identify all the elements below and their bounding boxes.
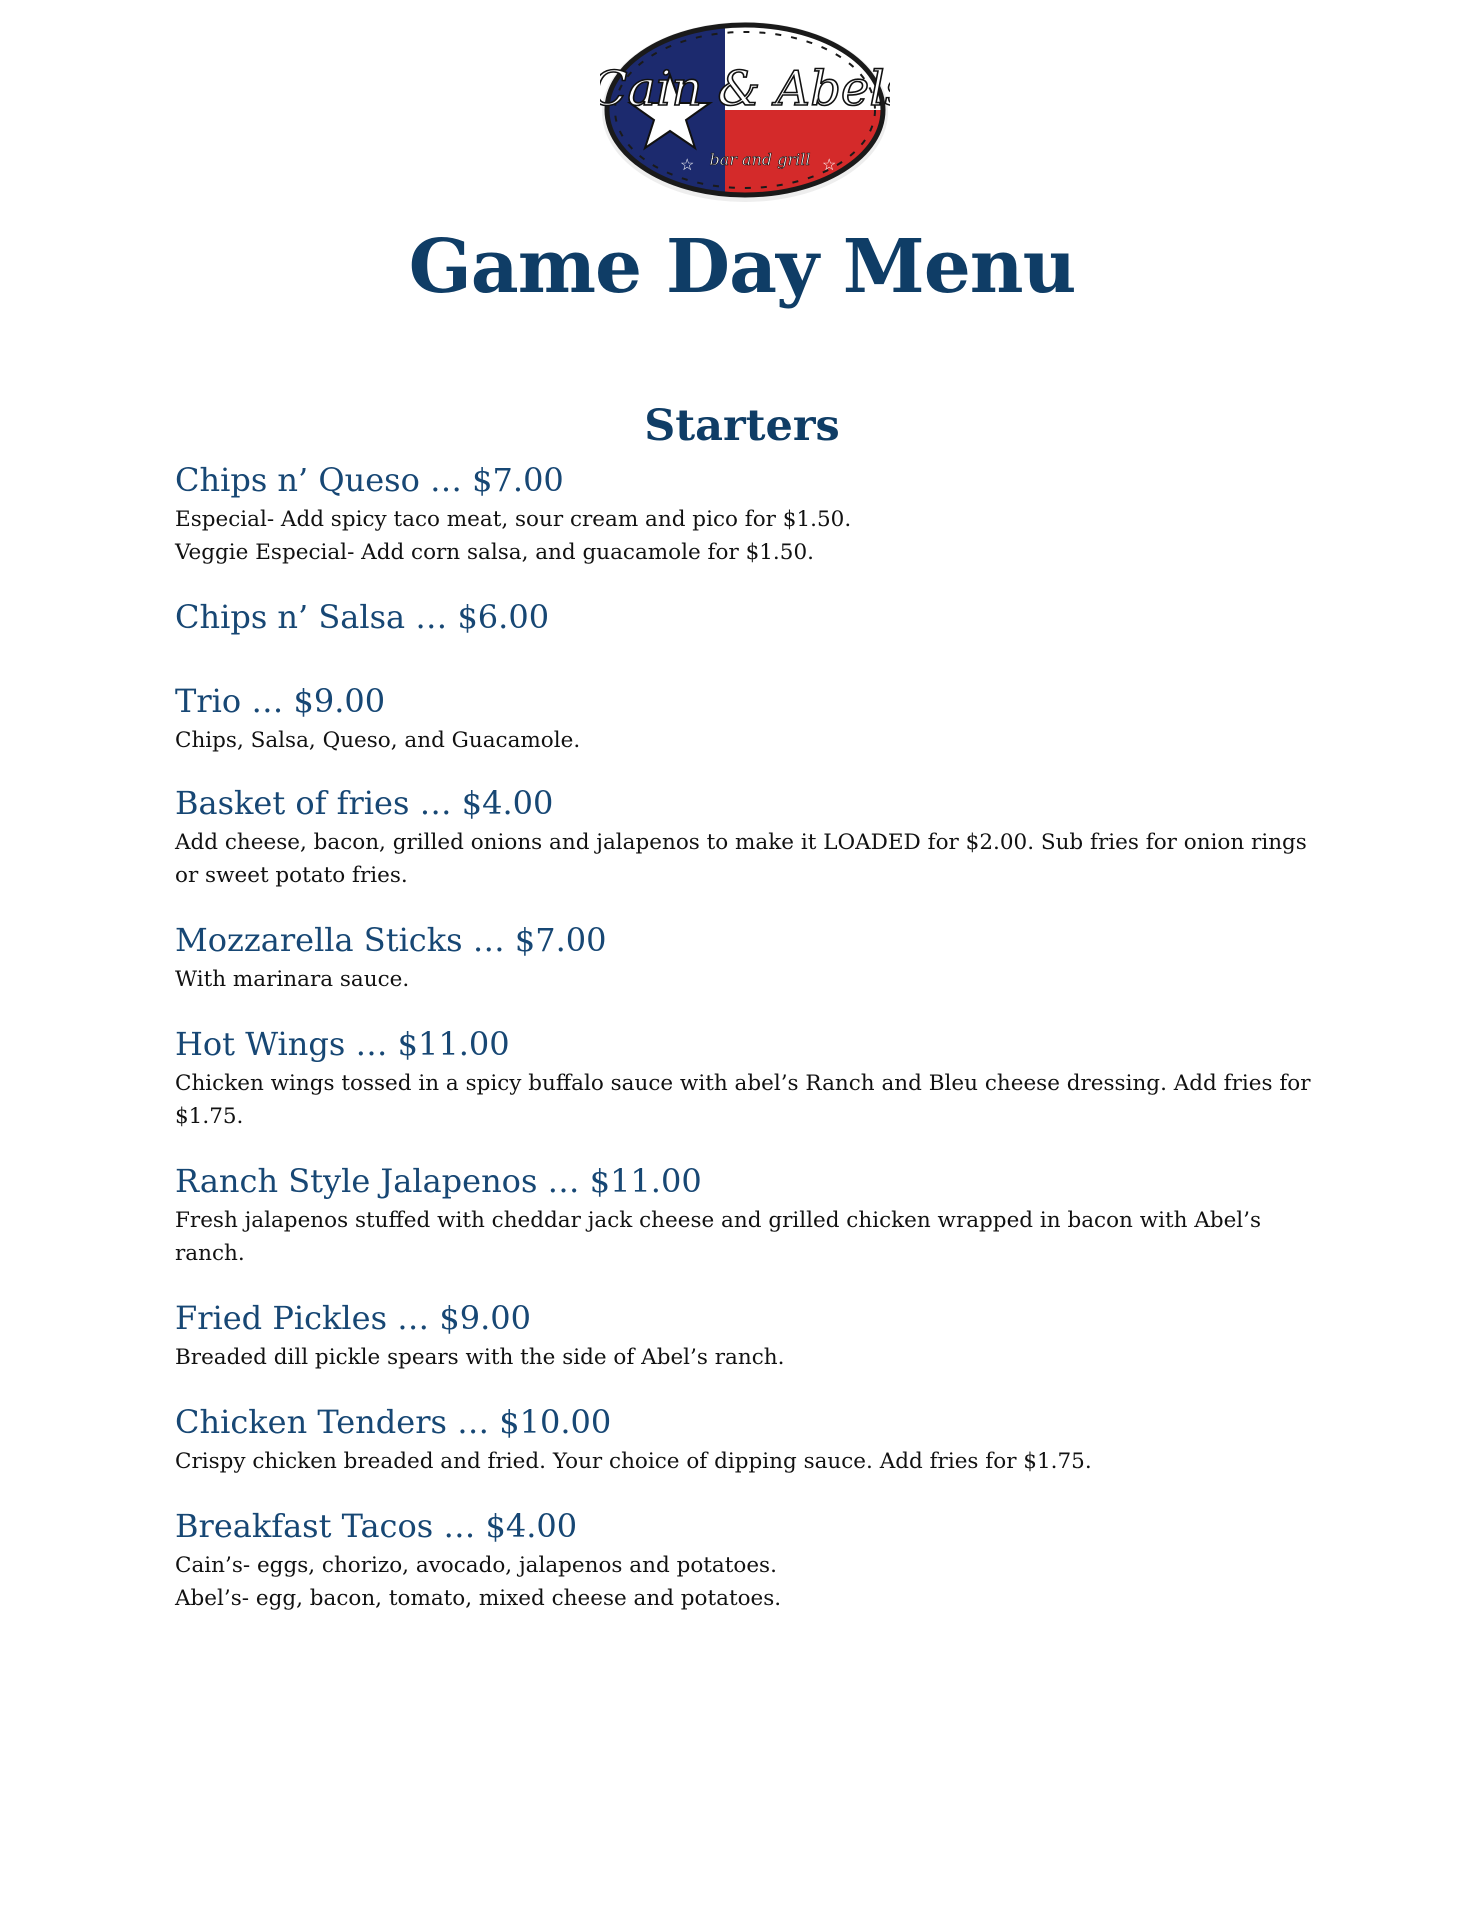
menu-item-description bbox=[175, 1204, 1325, 1270]
menu-item-heading bbox=[175, 1400, 1325, 1444]
menu-item-heading bbox=[175, 1504, 1325, 1548]
menu-item bbox=[175, 1400, 1325, 1478]
menu-item bbox=[175, 1022, 1325, 1133]
menu-item-heading bbox=[175, 679, 1325, 723]
menu-item-separator: … bbox=[405, 598, 458, 636]
menu-item-description bbox=[175, 826, 1325, 892]
menu-item-description bbox=[175, 1341, 1325, 1374]
logo-subtitle: bar and grill bbox=[709, 150, 811, 169]
menu-item-price: $7.00 bbox=[514, 921, 607, 959]
menu-item-price: $10.00 bbox=[499, 1403, 612, 1441]
menu-item-separator: … bbox=[462, 921, 515, 959]
menu-item-description bbox=[175, 1445, 1325, 1478]
menu-item-price: $4.00 bbox=[485, 1507, 578, 1545]
menu-item-name: Trio bbox=[175, 682, 242, 720]
menu-item-description-line: Fresh jalapenos stuffed with cheddar jack cheese and grilled chicken wrapped in bacon with Abel’s ranch. bbox=[175, 1208, 1262, 1266]
menu-item-price: $9.00 bbox=[293, 682, 386, 720]
menu-item-separator: … bbox=[446, 1403, 500, 1441]
menu-item-price: $6.00 bbox=[457, 598, 550, 636]
menu-item-heading bbox=[175, 458, 1325, 502]
section-title-starters: Starters bbox=[644, 401, 840, 451]
menu-item-description-line: Especial- Add spicy taco meat, sour cream and pico for $1.50. bbox=[175, 507, 852, 532]
menu-item-description bbox=[175, 503, 1325, 569]
menu-item-name: Ranch Style Jalapenos bbox=[175, 1162, 538, 1200]
menu-item-name: Chips n’ Salsa bbox=[175, 598, 406, 636]
menu-item-separator: … bbox=[241, 682, 294, 720]
logo-small-star-icon: ☆ bbox=[680, 155, 695, 174]
menu-item-price: $11.00 bbox=[589, 1162, 702, 1200]
menu-item-name: Basket of fries bbox=[175, 784, 410, 822]
menu-item-price: $4.00 bbox=[461, 784, 554, 822]
menu-title: Game Day Menu bbox=[408, 224, 1076, 310]
menu-item-description-line: With marinara sauce. bbox=[175, 967, 410, 992]
menu-item-name: Chicken Tenders bbox=[175, 1403, 447, 1441]
menu-item-price: $7.00 bbox=[472, 461, 564, 499]
menu-item bbox=[175, 781, 1325, 892]
menu-item-separator: … bbox=[419, 461, 473, 499]
menu-item bbox=[175, 1296, 1325, 1374]
logo-small-star-icon: ☆ bbox=[822, 155, 837, 174]
menu-item-heading bbox=[175, 1022, 1325, 1066]
menu-item-separator: … bbox=[387, 1299, 440, 1337]
menu-items-list bbox=[175, 458, 1325, 1641]
menu-item-name: Chips n’ Queso bbox=[175, 461, 420, 499]
menu-item-description bbox=[175, 1067, 1325, 1133]
menu-item-description-line: Chicken wings tossed in a spicy buffalo sauce with abel’s Ranch and Bleu cheese dressing. Add fries for $1.75. bbox=[175, 1071, 1311, 1129]
menu-item-heading bbox=[175, 1159, 1325, 1203]
menu-item-heading bbox=[175, 595, 1325, 639]
menu-item-price: $9.00 bbox=[439, 1299, 531, 1337]
menu-item bbox=[175, 595, 1325, 639]
menu-item-separator: … bbox=[537, 1162, 590, 1200]
menu-item-description bbox=[175, 724, 1325, 757]
menu-item-heading bbox=[175, 1296, 1325, 1340]
menu-item-heading bbox=[175, 918, 1325, 962]
menu-item bbox=[175, 679, 1325, 757]
menu-item bbox=[175, 1159, 1325, 1270]
menu-item-description-line: Chips, Salsa, Queso, and Guacamole. bbox=[175, 728, 581, 753]
menu-item-description-line: Cain’s- eggs, chorizo, avocado, jalapenos and potatoes. bbox=[175, 1553, 777, 1578]
menu-item-description bbox=[175, 1549, 1325, 1615]
menu-item-description-line: Breaded dill pickle spears with the side of Abel’s ranch. bbox=[175, 1345, 785, 1370]
menu-item-separator: … bbox=[409, 784, 462, 822]
menu-item-price: $11.00 bbox=[397, 1025, 510, 1063]
menu-item-description-line: Add cheese, bacon, grilled onions and jalapenos to make it LOADED for $2.00. Sub fries for onion rings or sweet potato fries. bbox=[175, 830, 1307, 888]
menu-item-separator: … bbox=[345, 1025, 398, 1063]
menu-item-name: Fried Pickles bbox=[175, 1299, 387, 1337]
logo-wordmark: Cain & Abels bbox=[600, 61, 890, 117]
cain-and-abels-logo bbox=[600, 15, 890, 205]
menu-item bbox=[175, 1504, 1325, 1615]
menu-item-name: Breakfast Tacos bbox=[175, 1507, 434, 1545]
menu-item-description-line: Abel’s- egg, bacon, tomato, mixed cheese and potatoes. bbox=[175, 1586, 782, 1611]
menu-item-description-line: Crispy chicken breaded and fried. Your choice of dipping sauce. Add fries for $1.75. bbox=[175, 1449, 1092, 1474]
menu-item-description bbox=[175, 963, 1325, 996]
menu-item bbox=[175, 458, 1325, 569]
menu-item-description-line: Veggie Especial- Add corn salsa, and guacamole for $1.50. bbox=[175, 540, 814, 565]
menu-item-heading bbox=[175, 781, 1325, 825]
menu-item-name: Hot Wings bbox=[175, 1025, 346, 1063]
menu-item-name: Mozzarella Sticks bbox=[175, 921, 463, 959]
logo-svg bbox=[600, 15, 890, 205]
menu-item bbox=[175, 918, 1325, 996]
menu-item-separator: … bbox=[433, 1507, 486, 1545]
